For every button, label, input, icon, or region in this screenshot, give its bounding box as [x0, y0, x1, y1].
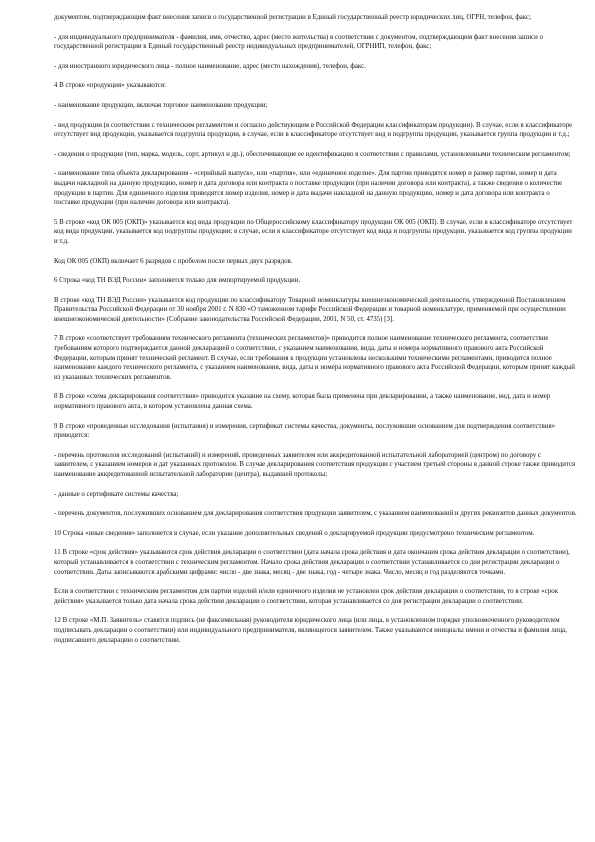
- paragraph: документом, подтверждающим факт внесения записи о государственной регистрации в Единый государственный реестр юридических лиц, ОГРН, телефон, факс;: [54, 14, 532, 21]
- paragraph: 4 В строке «продукция» указываются:: [54, 82, 166, 90]
- paragraph: - данные о сертификате системы качества;: [54, 490, 179, 498]
- paragraph: - для индивидуального предпринимателя - фамилия, имя, отчество, адрес (место жительства) в соответствии с документом, подтверждающим факт внесения записи о государственной регистрации в Единый государственный реестр индивидуальных предпринимателей, ОГРНИП, телефон, факс;: [54, 33, 543, 51]
- paragraph: Если в соответствии с техническим регламентом для партии изделий и/или единичного изделия не установлен срок действия декларации о соответствии, то в строке «срок действия» указывается только дата начала срока действия декларации о соответствии, которая устанавливается со дня регистрации декларации о соответствии.: [54, 588, 559, 605]
- paragraph: - для иностранного юридического лица - полное наименование, адрес (место нахождения), телефон, факс.: [54, 62, 366, 70]
- paragraph: - вид продукции (в соответствии с техническим регламентом и согласно действующим в Российской Федерации классификаторам продукции). В случае, если в классификаторе отсутствует вид продукции, указывается подгруппа продукции, в случае, если в классификаторе отсутствует вид и подгруппа продукции, указывается группа продукции и т.д.;: [54, 121, 573, 139]
- paragraph: 9 В строке «проведенные исследования (испытания) и измерения, сертификат системы качества, документы, послужившие основанием для подтверждения соответствия» приводятся:: [54, 422, 556, 440]
- paragraph: - сведения о продукции (тип, марка, модель, сорт, артикул и др.), обеспечивающие ее идентификацию в соответствии с правилами, установленными техническим регламентом;: [54, 150, 571, 158]
- paragraph: 11 В строке «срок действия» указываются срок действия декларации о соответствии (дата начала срока действия и дата окончания срока действия декларации о соответствии), который устанавливается в соответствии с техническим регламентом. Начало срока действия декларации о соответствии устанавливается со дня регистрации декларации о соответствии. Даты записываются арабскими цифрами: число - две знака, месяц - две знака, год - четыре знака. Число, месяц и год разделяются точками.: [54, 549, 570, 576]
- paragraph: - перечень протоколов исследований (испытаний) и измерений, проведенных заявителем или аккредитованной испытательной лабораторией (центром) по договору с заявителем, с указанием номеров и дат указанных протоколов. В случае декларирования соответствия продукции с участием третьей стороны в данной строке также приводится наименование аккредитованной испытательной лаборатории (центра), выдавшей протоколы;: [54, 451, 576, 478]
- paragraph: 10 Строка «иные сведения» заполняется в случае, если указание дополнительных сведений о декларируемой продукции предусмотрено техническим регламентом.: [54, 529, 535, 537]
- paragraph: Код ОК 005 (ОКП) включает 6 разрядов с пробелом после первых двух разрядов.: [54, 257, 293, 265]
- paragraph: - наименование типа объекта декларирования - «серийный выпуск», или «партия», или «единичное изделие». Для партии приводятся номер и размер партии, номер и дата выдачи накладной на данную продукцию, номер и дата договора или контракта о поставке продукции (при наличии договора или контракта), а также сведения о количестве продукции в партии. Для единичного изделия приводятся номер изделия, номер и дата выдачи накладной на данную продукцию, номер и дата договора или контракта о поставке продукции (при наличии договора или контракта).: [54, 170, 563, 207]
- paragraph: - перечень документов, послуживших основанием для декларирования соответствия продукции заявителем, с указанием наименований и других реквизитов данных документов.: [54, 510, 577, 518]
- paragraph: 8 В строке «схема декларирования соответствия» приводится указание на схему, которая была применена при декларировании, а также наименование, вид, дата и номер нормативного правового акта, в котором установлена данная схема.: [54, 393, 551, 411]
- paragraph: 6 Строка «код ТН ВЭД России» заполняется только для импортируемой продукции.: [54, 277, 301, 285]
- paragraph: 12 В строке «М.П. Заявитель» ставятся подпись (не факсимильная) руководителя юридического лица (или лица, в установленном порядке уполномоченного руководителем подписывать декларации о соответствии) или индивидуального предпринимателя, являющегося заявителем. Также указываются инициалы имени и отчества и фамилия лица, подписавшего декларацию о соответствии.: [54, 617, 567, 644]
- paragraph: - наименование продукции, включая торговое наименование продукции;: [54, 101, 268, 109]
- paragraph: В строке «код ТН ВЭД России» указывается код продукции по классификатору Товарной номенклатуры внешнеэкономической деятельности, утвержденной Постановлением Правительства Российской Федерации от 30 ноября 2001 г. N 830 «О таможенном тарифе Российской Федерации и товарной номенклатуре, применяемой при осуществлении внешнеэкономической деятельности» (Собрание законодательства Российской Федерации, 2001, N 50, ст. 4735) [3].: [54, 296, 566, 323]
- paragraph: 7 В строке «соответствует требованиям технического регламента (технических регламентов)» приводится полное наименование технического регламента, соответствие требованиям которого подтверждается данной декларацией о соответствии, с указанием наименования, вида, даты и номера нормативного правового акта Российской Федерации, которым принят технический регламент. В случае, если требования к продукции установлены несколькими техническими регламентами, приводится полное наименование каждого технического регламента, с указанием наименования, вида, даты и номера нормативного правового акта Российской Федерации, которым принят каждый из указанных технических регламентов.: [54, 335, 575, 381]
- paragraph: 5 В строке «код ОК 005 (ОКП)» указывается код вида продукции по Общероссийскому классификатору продукции ОК 005 (ОКП). В случае, если в классификаторе отсутствует код вида продукции, указывается код подгруппы продукции; в случае, если в классификаторе отсутствует код вида и подгруппы продукции, указывается код группы продукции и т.д.: [54, 218, 573, 245]
